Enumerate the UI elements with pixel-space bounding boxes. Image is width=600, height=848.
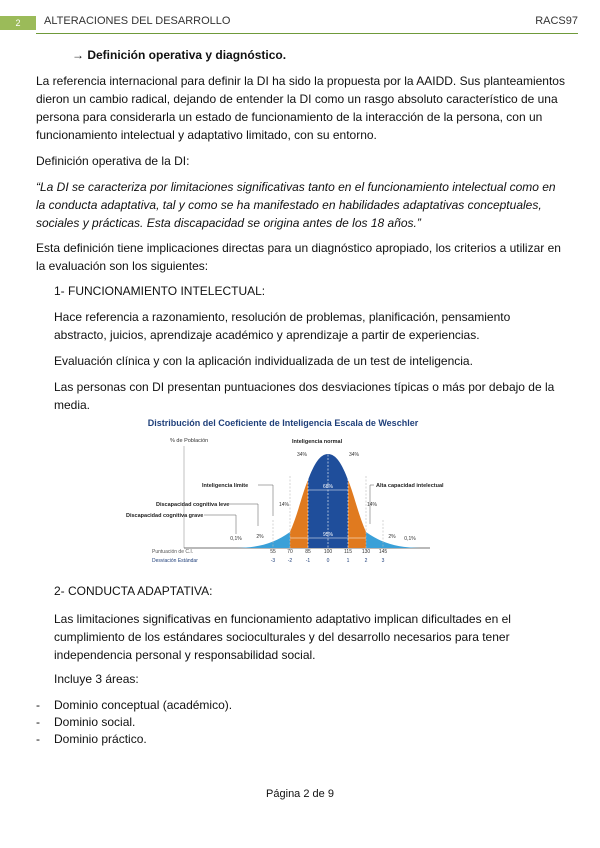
section-title: Definición operativa y diagnóstico. [87,48,287,62]
sd-ticks [271,558,385,564]
bullet-marker: - [36,715,40,729]
band-68-label: 68% [322,484,334,490]
label-limite: Inteligencia límite [202,483,249,489]
page-footer: Página 2 de 9 [266,788,334,800]
section-heading [72,48,286,62]
list-item-text: Dominio conceptual (académico). [54,698,233,712]
sd-tick-label: -2 [287,558,293,564]
list-item-text: Dominio social. [54,715,136,729]
item2-paragraph-2: Incluye 3 áreas: [54,672,139,686]
definition-quote: “La DI se caracteriza por limitaciones significativas tanto en el funcionamiento intelectual como en la conducta adaptativa, tal y como se ha manifestado en habilidades adaptativas conceptuales, sociales y prácticas. Esta discapacidad se origina antes de los 18 años.” [36,180,556,230]
sd-tick-label: 1 [346,558,350,564]
ci-tick-label: 130 [361,549,371,555]
label-alta: Alta capacidad intelectual [376,483,444,489]
iq-distribution-figure [118,414,448,570]
band-95-label: 95% [322,532,334,538]
ci-axis-label: Puntuación de C.I. [152,549,194,555]
header-page-number: 2 [0,16,36,30]
figure-title: Distribución del Coeficiente de Inteligencia Escala de Weschler [147,418,419,428]
ci-tick-label: 85 [305,549,311,555]
ci-tick-label: 70 [287,549,293,555]
ci-tick-label: 55 [270,549,276,555]
sd-tick-label: 2 [364,558,368,564]
label-normal: Inteligencia normal [292,439,343,445]
sd-tick-label: -3 [270,558,276,564]
ci-tick-label: 115 [344,549,352,555]
pct-right-34: 34% [348,452,360,458]
ci-tick-label: 145 [378,549,388,555]
ci-ticks [270,549,387,555]
sd-tick-label: 0 [326,558,330,564]
intro-paragraph: La referencia internacional para definir la DI ha sido la propuesta por la AAIDD. Sus planteamientos dieron un cambio radical, dejando de entender la DI como un rasgo absoluto característico de una persona para considerarla un estado de funcionamiento de la interacción de la persona, con un funcionamiento intelectual y adaptativo limitado, con su entorno. [36,74,565,142]
pct-left-34: 34% [296,452,308,458]
bullet-marker: - [36,698,40,712]
list-item-text: Dominio práctico. [54,732,147,746]
arrow-icon: → [72,48,84,62]
definition-label: Definición operativa de la DI: [36,154,190,168]
item1-title: 1- FUNCIONAMIENTO INTELECTUAL: [54,284,266,298]
pct-right-14: 14% [366,502,378,508]
item2-title: 2- CONDUCTA ADAPTATIVA: [54,584,213,598]
bullet-marker: - [36,732,40,746]
header-rule [36,33,578,34]
pointer-grave [204,515,236,534]
pct-left-14: 14% [278,502,290,508]
header-code: RACS97 [535,15,578,27]
pct-left-tail: 0,1% [230,536,242,542]
sd-axis-label: Desviación Estándar [152,558,198,564]
pct-right-tail: 0,1% [404,536,416,542]
label-grave: Discapacidad cognitiva grave [126,513,204,519]
pct-right-2: 2% [388,534,396,540]
sd-tick-label: -1 [305,558,311,564]
sd-tick-label: 3 [381,558,385,564]
page-header [0,12,600,34]
pointer-limite [258,485,273,516]
ci-tick-label: 100 [323,549,333,555]
item1-paragraph-1: Hace referencia a razonamiento, resolución de problemas, planificación, pensamiento abstracto, juicios, aprendizaje académico y aprendizaje a partir de experiencias. [54,310,511,342]
item1-paragraph-2: Evaluación clínica y con la aplicación individualizada de un test de inteligencia. [54,354,473,368]
header-title: ALTERACIONES DEL DESARROLLO [44,15,231,27]
item1-paragraph-3: Las personas con DI presentan puntuaciones dos desviaciones típicas o más por debajo de la media. [54,380,555,412]
label-leve: Discapacidad cognitiva leve [156,502,230,508]
pct-left-2: 2% [256,534,264,540]
figure-y-label: % de Población [170,438,209,444]
implications-paragraph: Esta definición tiene implicaciones directas para un diagnóstico apropiado, los criterios a utilizar en la evaluación son los siguientes: [36,241,561,273]
item2-paragraph-1: Las limitaciones significativas en funcionamiento adaptativo implican dificultades en el cumplimiento de los estándares socioculturales y del desarrollo necesarios para tener independencia personal y responsabilidad social. [54,612,511,662]
